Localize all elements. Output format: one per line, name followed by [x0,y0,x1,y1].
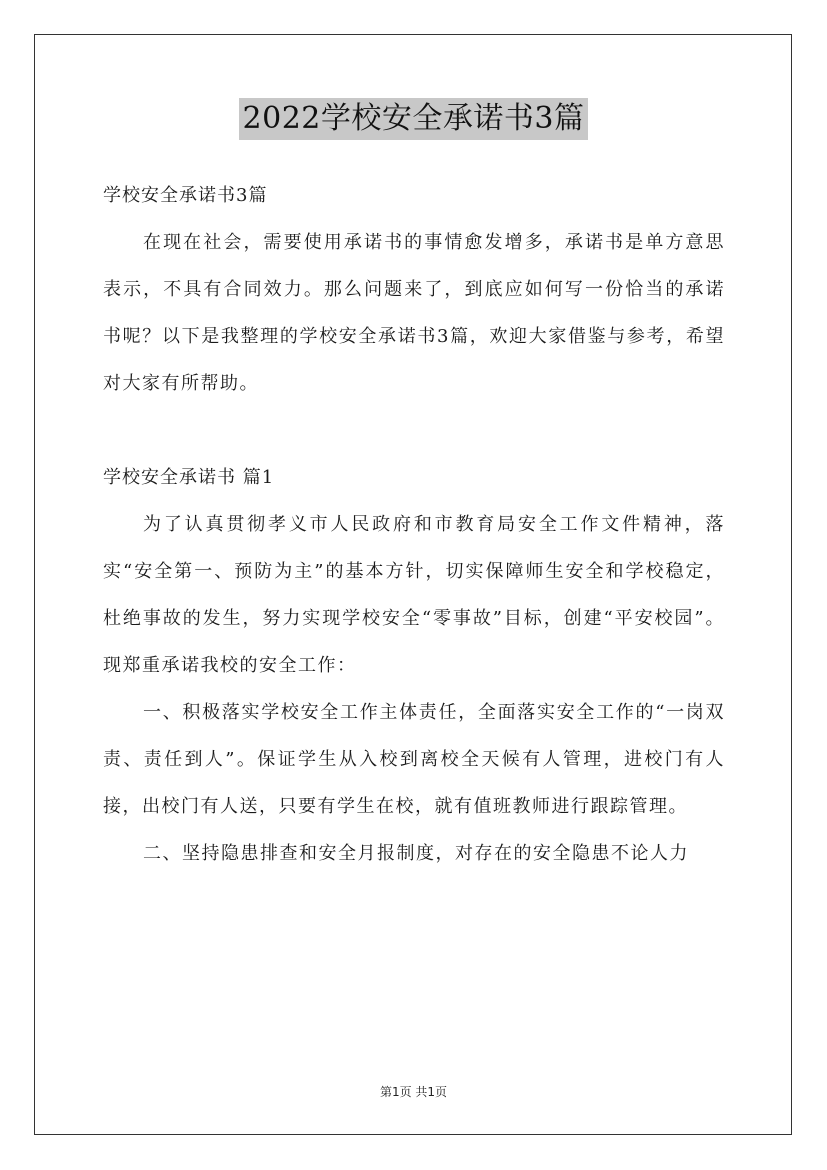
section-heading: 学校安全承诺书 篇1 [103,467,275,488]
page-footer: 第1页 共1页 [379,1085,448,1099]
title-wrapper [0,98,827,140]
section-spacer [103,407,725,454]
document-subtitle: 学校安全承诺书3篇 [103,185,268,206]
body-paragraph: 二、坚持隐患排查和安全月报制度，对存在的安全隐患不论人力 [143,843,689,864]
intro-paragraph: 在现在社会，需要使用承诺书的事情愈发增多，承诺书是单方意思表示，不具有合同效力。那么问题来了，到底应如何写一份恰当的承诺书呢？以下是我整理的学校安全承诺书3篇，欢迎大家借鉴与参考，希望对大家有所帮助。 [103,232,725,394]
document-body [103,172,725,877]
body-paragraph: 一、积极落实学校安全工作主体责任，全面落实安全工作的“一岗双责、责任到人”。保证学生从入校到离校全天候有人管理，进校门有人接，出校门有人送，只要有学生在校，就有值班教师进行跟踪管理。 [103,702,725,817]
body-paragraph: 为了认真贯彻孝义市人民政府和市教育局安全工作文件精神，落实“安全第一、预防为主”的基本方针，切实保障师生安全和学校稳定，杜绝事故的发生，努力实现学校安全“零事故”目标，创建“平安校园”。现郑重承诺我校的安全工作： [103,514,725,676]
document-title: 2022学校安全承诺书3篇 [239,98,589,140]
